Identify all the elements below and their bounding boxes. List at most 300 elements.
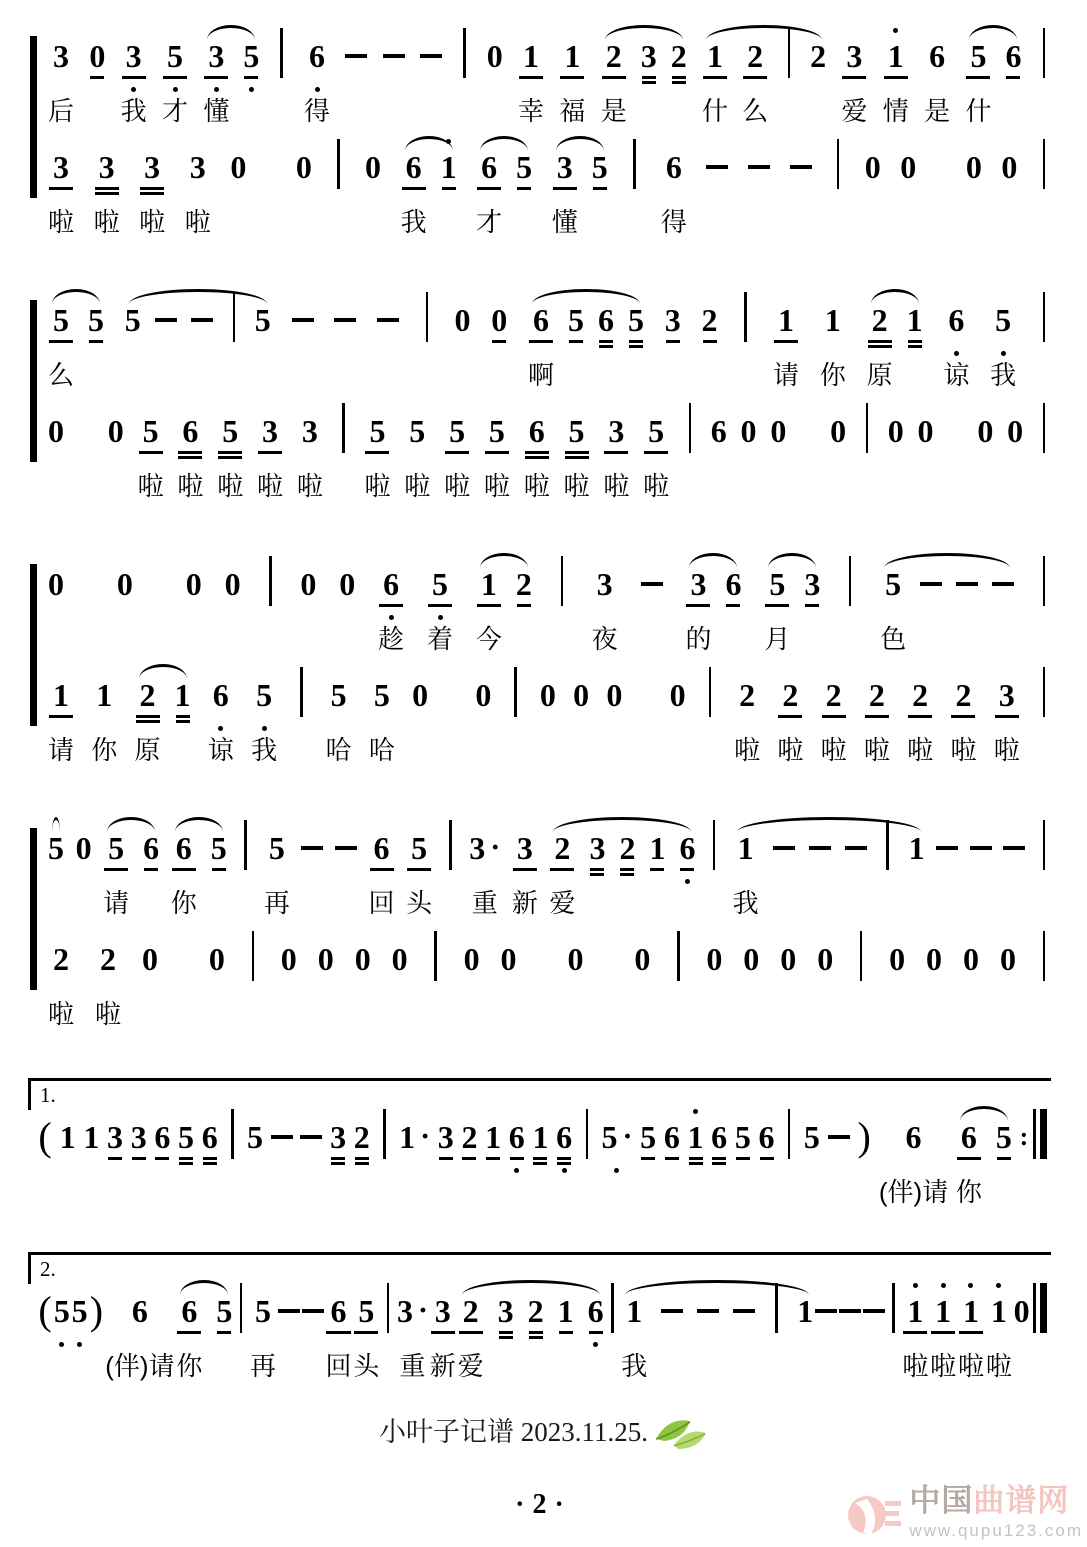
lyric: 请 bbox=[103, 888, 130, 918]
rhythm-underline bbox=[136, 715, 160, 718]
note-token bbox=[564, 399, 590, 504]
underline-slot bbox=[429, 978, 443, 988]
lyric: 哈 bbox=[325, 735, 352, 765]
octave-dot-below-slot bbox=[1001, 349, 1006, 357]
underline-slot bbox=[828, 1156, 850, 1166]
underline-slot bbox=[601, 75, 627, 85]
underline-slot bbox=[697, 1330, 719, 1340]
note-token bbox=[797, 1279, 813, 1384]
glyph bbox=[485, 1118, 501, 1156]
glyph bbox=[567, 940, 583, 978]
lyric: 得 bbox=[304, 96, 331, 126]
rhythm-underline bbox=[49, 715, 73, 718]
glyph bbox=[628, 301, 644, 339]
underline-slot bbox=[304, 75, 330, 85]
glyph bbox=[230, 148, 246, 186]
glyph bbox=[706, 940, 722, 978]
rhythm-underline bbox=[868, 340, 892, 343]
glyph bbox=[301, 829, 323, 867]
note-token bbox=[326, 663, 352, 768]
note-token bbox=[250, 1279, 276, 1384]
note-token bbox=[598, 288, 614, 393]
slur-group bbox=[867, 288, 923, 393]
underline-slot bbox=[171, 867, 197, 877]
dash-hold bbox=[271, 1105, 293, 1210]
number-glyph: 5 bbox=[71, 1293, 88, 1329]
glyph bbox=[143, 412, 159, 450]
glyph bbox=[626, 1292, 642, 1330]
note-token bbox=[125, 288, 141, 393]
underline-slot bbox=[640, 1156, 656, 1166]
glyph bbox=[409, 412, 425, 450]
note-token bbox=[841, 24, 867, 129]
rhythm-underline bbox=[620, 873, 634, 876]
rhythm-underline bbox=[951, 715, 975, 718]
glyph bbox=[100, 940, 116, 978]
underline-slot bbox=[782, 75, 796, 85]
rhythm-underline bbox=[370, 868, 394, 871]
system-3-voice-2 bbox=[48, 663, 1051, 768]
octave-dot-above bbox=[996, 1283, 1001, 1288]
number-glyph: 3 bbox=[53, 149, 69, 185]
note-token bbox=[734, 663, 760, 768]
note-token bbox=[397, 1279, 428, 1384]
note-token bbox=[369, 816, 395, 921]
underline-slot bbox=[634, 978, 650, 988]
rhythm-underline bbox=[629, 340, 643, 343]
number-glyph: 3 bbox=[437, 1119, 454, 1155]
underline-slot bbox=[464, 978, 480, 988]
glyph bbox=[1007, 412, 1023, 450]
underline-slot bbox=[889, 978, 905, 988]
number-glyph: 3 bbox=[516, 830, 533, 866]
note-token bbox=[643, 399, 669, 504]
number-glyph: 1 bbox=[737, 830, 754, 866]
number-glyph: 0 bbox=[740, 413, 757, 449]
rhythm-underline bbox=[997, 1157, 1011, 1160]
number-glyph: 1 bbox=[532, 1119, 549, 1155]
number-glyph: 5 bbox=[568, 302, 585, 338]
lyric: 啦 bbox=[777, 735, 804, 765]
underline-slot bbox=[558, 1330, 574, 1340]
number-glyph: 5 bbox=[222, 413, 239, 449]
underline-slot bbox=[404, 450, 430, 460]
underline-slot bbox=[516, 186, 532, 196]
note-token bbox=[257, 399, 283, 504]
note-token bbox=[208, 663, 234, 768]
note-token bbox=[909, 816, 925, 921]
lyric: (伴)请 bbox=[105, 1351, 175, 1381]
watermark-text bbox=[909, 1475, 1083, 1541]
octave-dot-below bbox=[954, 351, 959, 356]
rhythm-underline bbox=[644, 451, 668, 454]
glyph bbox=[385, 1292, 392, 1330]
underline-slot bbox=[485, 1156, 501, 1166]
number-glyph: 0 bbox=[743, 941, 760, 977]
number-glyph: 2 bbox=[139, 677, 156, 713]
dash-glyph bbox=[420, 54, 442, 59]
glyph bbox=[963, 1292, 979, 1330]
note-token bbox=[369, 663, 395, 768]
underline-slot bbox=[300, 603, 316, 613]
glyph bbox=[631, 148, 638, 186]
glyph bbox=[298, 676, 305, 714]
dash-glyph bbox=[733, 1309, 755, 1314]
number-glyph: 0 bbox=[706, 941, 723, 977]
glyph bbox=[238, 1292, 245, 1330]
barline-glyph bbox=[434, 931, 437, 981]
dash-hold bbox=[839, 1279, 861, 1384]
glyph bbox=[956, 565, 978, 603]
glyph bbox=[72, 1292, 88, 1330]
number-glyph: 5 bbox=[640, 1119, 657, 1155]
number-glyph: 5 bbox=[970, 38, 987, 74]
underline-slot bbox=[516, 603, 532, 613]
system-2-voice-2 bbox=[48, 399, 1051, 504]
number-glyph: 0 bbox=[280, 941, 297, 977]
rhythm-underline bbox=[666, 340, 680, 343]
lyric: 啦 bbox=[863, 735, 890, 765]
glyph bbox=[491, 301, 507, 339]
glyph bbox=[1041, 412, 1048, 450]
note-token bbox=[702, 24, 728, 129]
note-token bbox=[444, 399, 470, 504]
glyph bbox=[769, 565, 785, 603]
lyric: 谅 bbox=[207, 735, 234, 765]
note-token bbox=[154, 1105, 170, 1210]
underline-slot bbox=[540, 714, 556, 724]
underline-slot bbox=[131, 1156, 147, 1166]
number-glyph: 1 bbox=[485, 1119, 502, 1155]
system-3 bbox=[28, 552, 1051, 768]
number-glyph: 6 bbox=[533, 302, 550, 338]
glyph bbox=[706, 148, 728, 186]
glyph bbox=[948, 301, 964, 339]
underline-slot bbox=[685, 603, 711, 613]
dash-hold bbox=[335, 816, 357, 921]
lyric: 啊 bbox=[528, 360, 555, 390]
underline-slot bbox=[60, 1156, 76, 1166]
qupu-logo-icon bbox=[841, 1477, 905, 1541]
number-glyph: 0 bbox=[116, 566, 133, 602]
barline-glyph bbox=[837, 139, 840, 189]
lyric: 请 bbox=[773, 360, 800, 390]
note-token bbox=[325, 1279, 351, 1384]
underline-slot bbox=[271, 1156, 293, 1166]
glyph bbox=[186, 565, 202, 603]
glyph bbox=[569, 412, 585, 450]
barline bbox=[707, 816, 721, 921]
glyph bbox=[966, 148, 982, 186]
glyph bbox=[208, 37, 224, 75]
lyric: 后 bbox=[48, 96, 75, 126]
note-token bbox=[641, 24, 657, 129]
lyric: 新 bbox=[511, 888, 538, 918]
underline-slot bbox=[325, 1330, 351, 1340]
rhythm-underline bbox=[665, 1157, 679, 1160]
underline-slot bbox=[227, 339, 241, 349]
glyph bbox=[464, 940, 480, 978]
glyph bbox=[441, 148, 457, 186]
dash-hold bbox=[301, 816, 323, 921]
note-token bbox=[458, 1279, 484, 1384]
glyph bbox=[835, 148, 842, 186]
note-token bbox=[567, 927, 583, 1032]
note-token bbox=[810, 24, 826, 129]
slur-group bbox=[171, 816, 227, 921]
glyph bbox=[532, 1118, 548, 1156]
system-3-voice-1 bbox=[48, 552, 1051, 657]
glyph bbox=[900, 148, 916, 186]
slur-group bbox=[965, 24, 1021, 129]
rhythm-underline bbox=[590, 868, 604, 871]
number-glyph: 1 bbox=[53, 677, 69, 713]
note-token bbox=[986, 1279, 1012, 1384]
rhythm-underline bbox=[218, 456, 242, 459]
underline-slot bbox=[475, 714, 491, 724]
lyric: 我 bbox=[732, 888, 759, 918]
number-glyph: 0 bbox=[317, 941, 334, 977]
note-token bbox=[558, 1279, 574, 1384]
dash-hold bbox=[845, 816, 867, 921]
underline-slot bbox=[83, 1156, 99, 1166]
slur-group bbox=[621, 1279, 813, 1384]
glyph bbox=[666, 148, 682, 186]
barline bbox=[580, 1105, 594, 1210]
glyph bbox=[697, 1292, 719, 1330]
glyph bbox=[256, 676, 272, 714]
underline-slot bbox=[770, 450, 786, 460]
barline bbox=[381, 1279, 395, 1384]
number-glyph: 5 bbox=[178, 1119, 195, 1155]
note-token bbox=[230, 135, 246, 240]
note-token bbox=[619, 816, 635, 921]
underline-slot bbox=[588, 1330, 604, 1340]
glyph bbox=[38, 1114, 52, 1159]
glyph bbox=[300, 1118, 322, 1156]
glyph bbox=[533, 301, 549, 339]
note-token bbox=[438, 1105, 454, 1210]
barline-glyph bbox=[231, 1109, 234, 1159]
underline-slot bbox=[438, 1156, 454, 1166]
underline-slot bbox=[38, 1330, 52, 1340]
parenthesis-mark bbox=[857, 1105, 871, 1210]
glyph bbox=[648, 412, 664, 450]
augmentation-dot: · bbox=[490, 831, 501, 864]
number-glyph: 3 bbox=[130, 1119, 147, 1155]
underline-slot bbox=[568, 339, 584, 349]
glyph bbox=[481, 148, 497, 186]
note-token bbox=[103, 816, 129, 921]
rhythm-underline bbox=[533, 1162, 547, 1165]
underline-slot bbox=[702, 339, 718, 349]
number-glyph: 0 bbox=[463, 941, 480, 977]
note-token bbox=[990, 288, 1016, 393]
note-token bbox=[185, 135, 211, 240]
glyph bbox=[278, 1292, 300, 1330]
site-watermark bbox=[841, 1475, 1083, 1541]
glyph bbox=[597, 565, 613, 603]
barline bbox=[738, 288, 752, 393]
underline-slot bbox=[476, 603, 502, 613]
underline-slot bbox=[406, 867, 432, 877]
note-token bbox=[528, 1279, 544, 1384]
octave-dot-above bbox=[968, 1283, 973, 1288]
rhythm-underline bbox=[244, 76, 258, 79]
underline-slot bbox=[670, 714, 686, 724]
note-token bbox=[247, 1105, 263, 1210]
barline-glyph bbox=[886, 820, 889, 870]
note-token bbox=[281, 927, 297, 1032]
glyph bbox=[912, 676, 928, 714]
underline-slot bbox=[501, 978, 517, 988]
number-glyph: 1 bbox=[990, 1293, 1007, 1329]
note-token bbox=[512, 816, 538, 921]
glyph bbox=[846, 37, 862, 75]
underline-slot bbox=[48, 450, 64, 460]
underline-slot bbox=[887, 1330, 901, 1340]
dash-hold bbox=[748, 135, 770, 240]
glyph bbox=[773, 1292, 780, 1330]
underline-slot bbox=[225, 1156, 239, 1166]
dash-hold bbox=[733, 1279, 755, 1384]
note-token bbox=[821, 663, 847, 768]
glyph bbox=[554, 829, 570, 867]
glyph bbox=[345, 37, 367, 75]
barline-glyph bbox=[788, 1109, 791, 1159]
rhythm-underline bbox=[217, 1331, 231, 1334]
barline bbox=[671, 927, 685, 1032]
underline-slot bbox=[377, 1156, 391, 1166]
underline-slot bbox=[455, 339, 471, 349]
rhythm-underline bbox=[517, 187, 531, 190]
underline-slot bbox=[592, 603, 618, 613]
octave-dot-below-slot bbox=[593, 1340, 598, 1348]
glyph bbox=[711, 412, 727, 450]
glyph bbox=[790, 148, 812, 186]
rhythm-underline bbox=[178, 456, 202, 459]
underline-slot bbox=[365, 186, 381, 196]
note-token bbox=[592, 135, 608, 240]
glyph bbox=[1041, 148, 1048, 186]
glyph bbox=[334, 301, 356, 339]
underline-slot bbox=[706, 978, 722, 988]
glyph bbox=[481, 565, 497, 603]
underline-slot bbox=[191, 339, 213, 349]
octave-dot-below-slot bbox=[954, 349, 959, 357]
number-glyph: 5 bbox=[247, 1119, 264, 1155]
glyph bbox=[865, 148, 881, 186]
number-glyph: 6 bbox=[175, 830, 192, 866]
glyph bbox=[216, 1292, 232, 1330]
octave-dot-below-slot bbox=[214, 85, 219, 93]
slur-group bbox=[125, 288, 271, 393]
number-glyph: 5 bbox=[995, 302, 1012, 338]
glyph bbox=[601, 1118, 632, 1156]
underline-slot bbox=[444, 450, 470, 460]
octave-dot-above bbox=[446, 139, 451, 144]
underline-slot bbox=[573, 714, 589, 724]
rhythm-underline bbox=[203, 1157, 217, 1160]
underline-slot bbox=[679, 867, 695, 877]
volta-1-label: 1. bbox=[40, 1083, 56, 1107]
rhythm-underline bbox=[510, 1157, 524, 1160]
note-token bbox=[392, 927, 408, 1032]
rhythm-underline bbox=[590, 873, 604, 876]
rhythm-underline bbox=[712, 1157, 726, 1160]
barline bbox=[1037, 816, 1051, 921]
octave-dot-below-slot bbox=[77, 1340, 82, 1348]
underline-slot bbox=[528, 339, 554, 349]
barline bbox=[225, 1105, 239, 1210]
glyph bbox=[155, 301, 177, 339]
underline-slot bbox=[202, 1156, 218, 1166]
dash-glyph bbox=[809, 846, 831, 851]
note-token bbox=[48, 927, 74, 1032]
dash-glyph bbox=[790, 165, 812, 170]
glyph bbox=[381, 1118, 388, 1156]
glyph bbox=[839, 1292, 861, 1330]
glyph bbox=[935, 1292, 951, 1330]
octave-dot-below bbox=[249, 87, 254, 92]
glyph bbox=[828, 1118, 850, 1156]
number-glyph: 0 bbox=[354, 941, 371, 977]
octave-dot-below-slot bbox=[514, 1166, 519, 1174]
note-token bbox=[865, 135, 881, 240]
octave-dot-below bbox=[685, 879, 690, 884]
augmentation-dot: · bbox=[417, 1294, 428, 1327]
glyph bbox=[397, 1292, 428, 1330]
underline-slot bbox=[958, 1330, 984, 1340]
underline-slot bbox=[773, 339, 799, 349]
system-4 bbox=[28, 816, 1051, 1032]
underline-slot bbox=[1007, 450, 1023, 460]
underline-slot bbox=[176, 1330, 202, 1340]
lyric: 啦 bbox=[139, 207, 166, 237]
glyph bbox=[53, 37, 69, 75]
rhythm-underline bbox=[604, 451, 628, 454]
lyric: 月 bbox=[764, 624, 791, 654]
underline-slot bbox=[857, 1156, 871, 1166]
note-token bbox=[711, 399, 727, 504]
octave-dot-below bbox=[614, 1168, 619, 1173]
dash-glyph bbox=[278, 1309, 300, 1314]
glyph bbox=[296, 148, 312, 186]
note-token bbox=[94, 135, 120, 240]
glyph bbox=[707, 37, 723, 75]
lyric: 啦 bbox=[296, 471, 323, 501]
glyph bbox=[725, 565, 741, 603]
note-token bbox=[670, 663, 686, 768]
number-glyph: 0 bbox=[917, 413, 934, 449]
barline bbox=[782, 1105, 796, 1210]
dash-hold bbox=[1003, 816, 1025, 921]
underline-slot bbox=[484, 450, 510, 460]
underline-slot bbox=[741, 450, 757, 460]
rhythm-underline bbox=[136, 720, 160, 723]
glyph bbox=[690, 565, 706, 603]
number-glyph: 3 bbox=[434, 1293, 451, 1329]
rhythm-underline bbox=[736, 1157, 750, 1160]
glyph bbox=[885, 565, 901, 603]
number-glyph: 6 bbox=[711, 1119, 728, 1155]
number-glyph: 5 bbox=[449, 413, 466, 449]
number-glyph: 6 bbox=[665, 149, 682, 185]
dash-glyph bbox=[334, 318, 356, 323]
glyph bbox=[318, 940, 334, 978]
underline-slot bbox=[383, 75, 405, 85]
lyric: 再 bbox=[263, 888, 290, 918]
